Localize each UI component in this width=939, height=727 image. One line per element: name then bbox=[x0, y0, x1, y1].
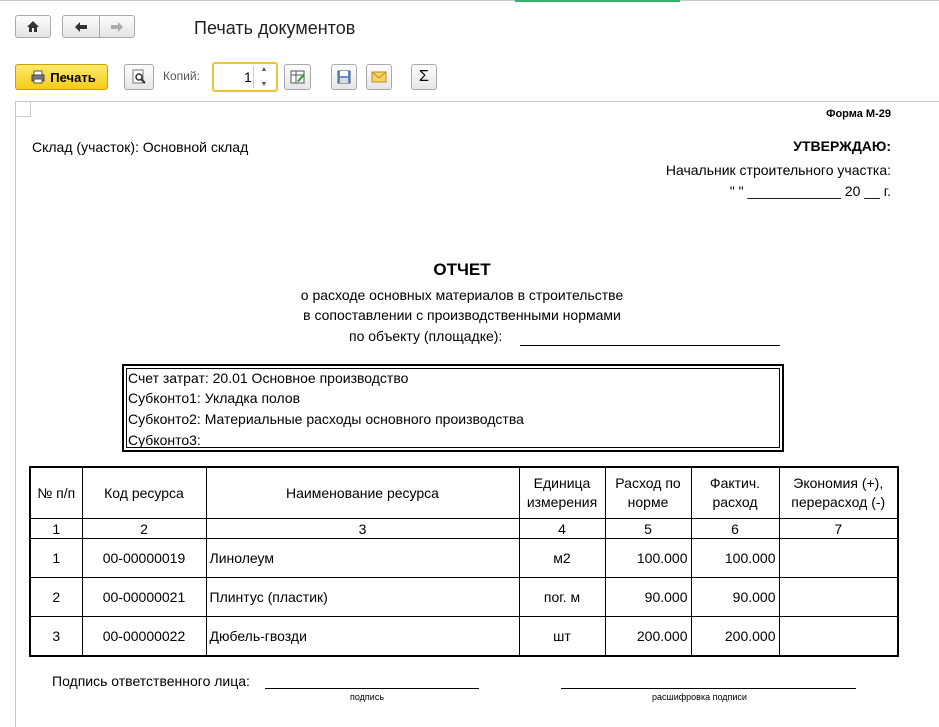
header-code: Код ресурса bbox=[82, 467, 206, 519]
chief-text: Начальник строительного участка: bbox=[665, 162, 891, 178]
table-header-row bbox=[30, 467, 898, 519]
cell-name: Линолеум bbox=[206, 539, 519, 578]
cell-fact: 90.000 bbox=[691, 578, 779, 617]
cell-num: 1 bbox=[30, 539, 82, 578]
cell-code: 00-00000021 bbox=[82, 578, 206, 617]
warehouse-text: Склад (участок): Основной склад bbox=[32, 139, 249, 155]
object-underline bbox=[520, 345, 780, 346]
edit-table-icon bbox=[290, 69, 306, 85]
floppy-icon bbox=[337, 70, 351, 84]
preview-button[interactable] bbox=[124, 64, 154, 90]
save-button[interactable] bbox=[331, 64, 357, 90]
arrow-right-icon bbox=[110, 21, 124, 33]
sigma-icon: Σ bbox=[419, 68, 429, 85]
header-fact: Фактич. расход bbox=[691, 467, 779, 519]
report-subtitle-2: в сопоставлении с производственными нормами bbox=[303, 307, 621, 323]
header-num: № п/п bbox=[30, 467, 82, 519]
signature-line bbox=[265, 688, 479, 689]
envelope-icon bbox=[371, 71, 387, 83]
copies-input[interactable] bbox=[212, 62, 278, 92]
cell-num: 2 bbox=[30, 578, 82, 617]
col-num: 1 bbox=[30, 519, 82, 539]
report-subtitle-1: о расходе основных материалов в строительстве bbox=[300, 287, 624, 303]
form-number: Форма М-29 bbox=[826, 108, 891, 120]
col-num: 3 bbox=[206, 519, 519, 539]
decode-caption: расшифровка подписи bbox=[652, 692, 747, 702]
forward-button[interactable] bbox=[99, 15, 135, 38]
top-border bbox=[0, 0, 939, 1]
cell-econ bbox=[779, 539, 898, 578]
edit-button[interactable] bbox=[284, 64, 311, 90]
table-row bbox=[30, 578, 898, 617]
approve-heading: УТВЕРЖДАЮ: bbox=[793, 138, 891, 154]
column-number-row bbox=[30, 519, 898, 539]
arrow-left-icon bbox=[74, 21, 88, 33]
cell-unit: пог. м bbox=[519, 578, 605, 617]
table-row bbox=[30, 539, 898, 578]
cell-code: 00-00000019 bbox=[82, 539, 206, 578]
table-row bbox=[30, 617, 898, 657]
header-norm: Расход по норме bbox=[605, 467, 691, 519]
copies-spinner[interactable] bbox=[253, 66, 274, 88]
document-area[interactable] bbox=[15, 101, 939, 727]
materials-table bbox=[29, 466, 899, 657]
signature-caption: подпись bbox=[350, 692, 385, 702]
account-line-2: Субконто1: Укладка полов bbox=[128, 390, 301, 406]
date-line: " " ____________ 20 __ г. bbox=[729, 183, 891, 199]
active-tab-indicator bbox=[515, 0, 680, 2]
preview-icon bbox=[131, 69, 147, 85]
sum-button[interactable] bbox=[411, 64, 437, 90]
header-econ: Экономия (+), перерасход (-) bbox=[779, 467, 898, 519]
sheet-corner bbox=[16, 102, 31, 117]
home-icon bbox=[26, 20, 40, 33]
home-button[interactable] bbox=[15, 15, 51, 38]
spin-up-icon[interactable]: ▲ bbox=[260, 66, 268, 73]
print-button[interactable] bbox=[15, 64, 108, 90]
col-num: 7 bbox=[779, 519, 898, 539]
header-unit: Единица измерения bbox=[519, 467, 605, 519]
cell-econ bbox=[779, 578, 898, 617]
print-label: Печать bbox=[50, 69, 96, 85]
cell-unit: шт bbox=[519, 617, 605, 657]
col-num: 4 bbox=[519, 519, 605, 539]
header-name: Наименование ресурса bbox=[206, 467, 519, 519]
account-box bbox=[122, 364, 784, 452]
window-title: Печать документов bbox=[194, 18, 356, 38]
cell-norm: 90.000 bbox=[605, 578, 691, 617]
cell-fact: 100.000 bbox=[691, 539, 779, 578]
report-subtitle-3: по объекту (площадке): bbox=[349, 328, 503, 344]
col-num: 6 bbox=[691, 519, 779, 539]
cell-code: 00-00000022 bbox=[82, 617, 206, 657]
cell-fact: 200.000 bbox=[691, 617, 779, 657]
email-button[interactable] bbox=[366, 64, 392, 90]
account-line-3: Субконто2: Материальные расходы основного производства bbox=[128, 411, 524, 427]
printer-icon bbox=[31, 70, 45, 84]
spin-down-icon[interactable]: ▼ bbox=[260, 81, 268, 88]
signature-label: Подпись ответственного лица: bbox=[52, 673, 250, 689]
report-title: ОТЧЕТ bbox=[433, 260, 491, 279]
decode-line bbox=[561, 688, 856, 689]
copies-label: Копий: bbox=[163, 69, 200, 83]
copies-value: 1 bbox=[244, 69, 252, 85]
cell-unit: м2 bbox=[519, 539, 605, 578]
cell-norm: 100.000 bbox=[605, 539, 691, 578]
account-line-4: Субконто3: bbox=[128, 432, 201, 448]
col-num: 2 bbox=[82, 519, 206, 539]
cell-econ bbox=[779, 617, 898, 657]
cell-name: Дюбель-гвозди bbox=[206, 617, 519, 657]
col-num: 5 bbox=[605, 519, 691, 539]
cell-norm: 200.000 bbox=[605, 617, 691, 657]
back-button[interactable] bbox=[62, 15, 100, 38]
cell-name: Плинтус (пластик) bbox=[206, 578, 519, 617]
account-line-1: Счет затрат: 20.01 Основное производство bbox=[128, 370, 409, 386]
cell-num: 3 bbox=[30, 617, 82, 657]
